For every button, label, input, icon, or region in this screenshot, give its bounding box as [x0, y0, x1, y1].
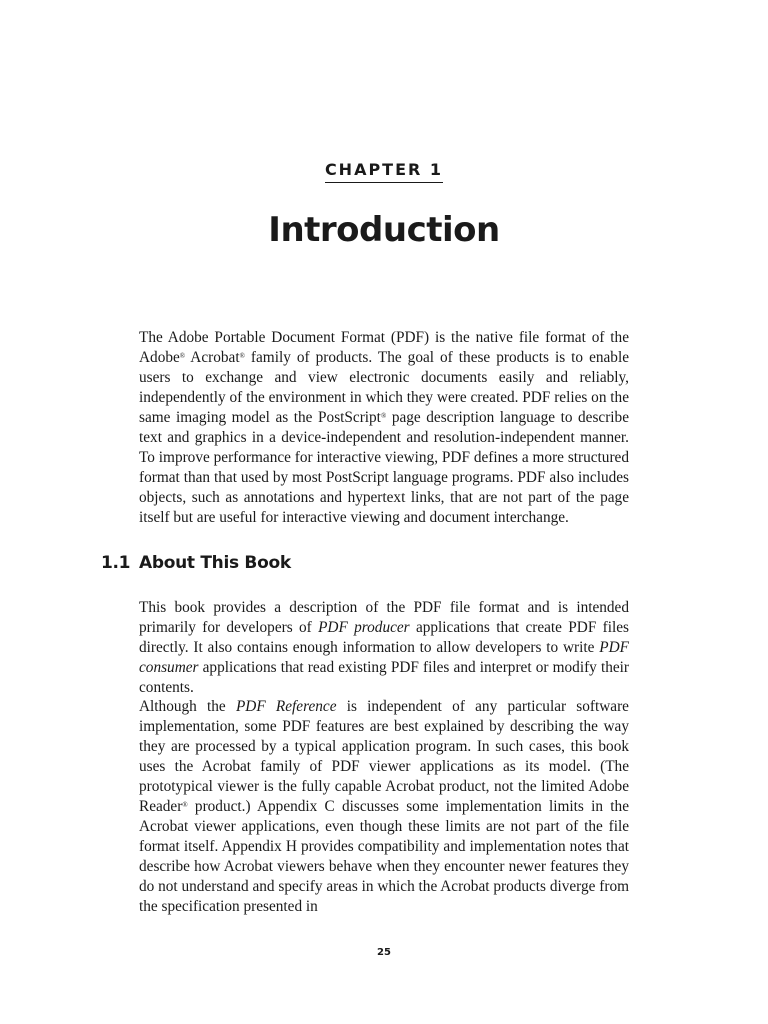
- page-number: 25: [377, 947, 391, 958]
- about-p1-emphasis-2: PDF consumer: [139, 639, 629, 676]
- section-number: 1.1: [101, 553, 131, 573]
- about-p2-text-2: is independent of any particular software implementation, some PDF features are best explained by describing the way they are processed by a typical application program. In such cases, this book uses the Acrobat family of PDF viewer applications as its model. (The prototypical viewer is the fully capable Acrobat product, not the limited Adobe Reader: [139, 698, 629, 815]
- registered-mark: ®: [380, 412, 387, 420]
- registered-mark: ®: [182, 801, 188, 809]
- registered-mark: ®: [239, 352, 245, 360]
- intro-text-3: family of products. The goal of these products is to enable users to exchange and view electronic documents easily and reliably, independently of the environment in which they were created. PDF relies on the same imaging model as the PostScript: [139, 349, 629, 426]
- intro-text-1: The Adobe Portable Document Format (PDF) is the native file format of the Adobe: [139, 329, 629, 366]
- chapter-title: Introduction: [268, 210, 500, 250]
- intro-text-2: Acrobat: [185, 349, 240, 366]
- about-paragraph-1: [139, 598, 629, 698]
- section-title: About This Book: [139, 553, 291, 573]
- chapter-label-text: CHAPTER 1: [325, 160, 443, 183]
- intro-text-4: page description language to describe text and graphics in a device-independent and resolution-independent manner. To improve performance for interactive viewing, PDF defines a more structured format than that used by most PostScript language programs. PDF also includes objects, such as annotations and hypertext links, that are not part of the page itself but are useful for interactive viewing and document interchange.: [139, 409, 629, 526]
- chapter-label: [0, 160, 768, 183]
- about-p1-text-3: applications that read existing PDF files and interpret or modify their contents.: [139, 659, 629, 696]
- intro-paragraph: [139, 328, 629, 528]
- about-p2-text-3: product.) Appendix C discusses some implementation limits in the Acrobat viewer applications, even though these limits are not part of the file format itself. Appendix H provides compatibility and implementation notes that describe how Acrobat viewers behave when they encounter newer features they do not understand and specify areas in which the Acrobat products diverge from the specification presented in: [139, 798, 629, 915]
- section-heading: [101, 553, 291, 573]
- registered-mark: ®: [179, 352, 186, 360]
- about-p2-text-1: Although the: [139, 698, 236, 715]
- about-p2-emphasis-1: PDF Reference: [235, 698, 337, 715]
- about-p1-text-2: applications that create PDF files directly. It also contains enough information to allow developers to write: [139, 619, 630, 656]
- about-p1-emphasis-1: PDF producer: [318, 619, 410, 636]
- about-paragraph-2: [139, 697, 629, 917]
- about-p1-text-1: This book provides a description of the PDF file format and is intended primarily for developers of: [139, 599, 629, 636]
